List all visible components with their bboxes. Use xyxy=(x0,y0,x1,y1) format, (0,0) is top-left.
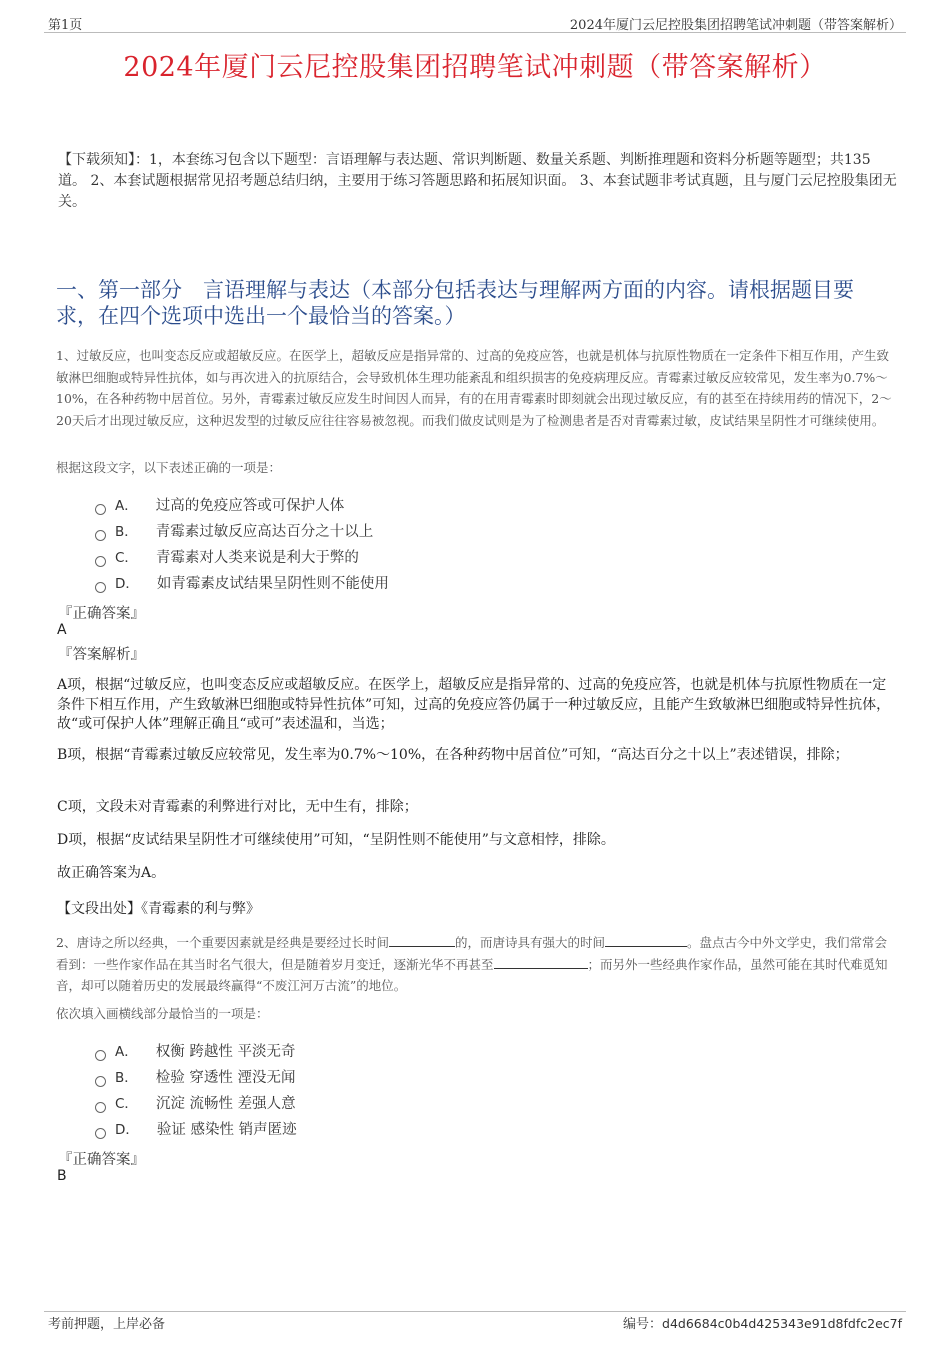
fill-blank xyxy=(494,955,588,969)
option-letter: B． xyxy=(115,1070,138,1086)
option-text: 权衡 跨越性 平淡无奇 xyxy=(155,1044,296,1060)
option-text: 青霉素过敏反应高达百分之十以上 xyxy=(155,524,374,540)
question-1-prompt: 根据这段文字，以下表述正确的一项是： xyxy=(56,460,282,475)
analysis-label: 『答案解析』 xyxy=(58,647,145,663)
option-letter: D． xyxy=(115,1122,139,1138)
running-title: 2024年厦门云尼控股集团招聘笔试冲刺题（带答案解析） xyxy=(569,18,902,33)
id-code: d4d6684c0b4d425343e91d8fdfc2ec7f xyxy=(662,1316,902,1331)
option-text: 检验 穿透性 湮没无闻 xyxy=(155,1070,296,1086)
header-divider xyxy=(44,32,906,33)
question-1-stem: 1、过敏反应，也叫变态反应或超敏反应。在医学上，超敏反应是指异常的、过高的免疫应答，也就是机体与抗原性物质在一定条件下相互作用，产生致敏淋巴细胞或特异性抗体，如与再次进入的抗原结合，会导致机体生理功能紊乱和组织损害的免疫病理反应。青霉素过敏反应较常见，发生率为0.7%～10%，在各种药物中居首位。另外，青霉素过敏反应发生时间因人而异，有的在用青霉素时即刻就会出现过敏反应，有的甚至在持续用药的情况下，2～20天后才出现过敏反应，这种迟发型的过敏反应往往容易被忽视。而我们做皮试则是为了检测患者是否对青霉素过敏，皮试结果呈阴性才可继续使用。 xyxy=(56,348,892,428)
document-title: 2024年厦门云尼控股集团招聘笔试冲刺题（带答案解析） xyxy=(123,52,827,83)
option-b[interactable] xyxy=(95,521,373,543)
option-letter: C． xyxy=(115,1096,138,1112)
option-letter: A． xyxy=(115,1044,138,1060)
radio-circle-icon[interactable] xyxy=(95,1102,106,1113)
option-text: 如青霉素皮试结果呈阴性则不能使用 xyxy=(156,576,389,592)
radio-circle-icon[interactable] xyxy=(95,1076,106,1087)
analysis-a: A项，根据“过敏反应，也叫变态反应或超敏反应。在医学上，超敏反应是指异常的、过高的免疫应答，也就是机体与抗原性物质在一定条件下相互作用，产生致敏淋巴细胞或特异性抗体”可知，过高的免疫应答仍属于一种过敏反应，且能产生致敏淋巴细胞或特异性抗体，故“或可保护人体”理解正确且“或可”表述温和，当选； xyxy=(57,677,891,732)
radio-circle-icon[interactable] xyxy=(95,1128,106,1139)
answer-label: 『正确答案』 xyxy=(58,606,145,622)
fill-blank xyxy=(605,933,687,947)
option-letter: D． xyxy=(115,576,139,592)
answer-label: 『正确答案』 xyxy=(58,1152,145,1168)
analysis-d: D项，根据“皮试结果呈阴性才可继续使用”可知，“呈阴性则不能使用”与文意相悖，排除。 xyxy=(57,832,615,848)
option-c[interactable] xyxy=(95,1093,296,1115)
stem-part: 的，而唐诗具有强大的时间 xyxy=(454,935,605,950)
footer-divider xyxy=(44,1311,906,1312)
radio-circle-icon[interactable] xyxy=(95,1050,106,1061)
stem-part: 2、唐诗之所以经典，一个重要因素就是经典是要经过长时间 xyxy=(56,935,389,950)
text-source: 【文段出处】《青霉素的利与弊》 xyxy=(57,901,260,917)
option-b[interactable] xyxy=(95,1067,295,1089)
option-letter: C． xyxy=(115,550,138,566)
section-heading: 一、第一部分 言语理解与表达（本部分包括表达与理解两方面的内容。请根据题目要求，在四个选项中选出一个最恰当的答案。） xyxy=(56,278,854,328)
correct-answer: B xyxy=(57,1168,67,1184)
option-letter: B． xyxy=(115,524,138,540)
radio-circle-icon[interactable] xyxy=(95,530,106,541)
option-letter: A． xyxy=(115,498,138,514)
question-2-stem xyxy=(56,932,894,997)
radio-circle-icon[interactable] xyxy=(95,504,106,515)
page-number: 第1页 xyxy=(48,18,83,33)
document-id xyxy=(623,1313,902,1332)
option-d[interactable] xyxy=(95,573,389,595)
option-d[interactable] xyxy=(95,1119,297,1141)
option-c[interactable] xyxy=(95,547,359,569)
radio-circle-icon[interactable] xyxy=(95,582,106,593)
footer-slogan: 考前押题，上岸必备 xyxy=(48,1317,166,1332)
correct-answer: A xyxy=(57,622,67,638)
option-a[interactable] xyxy=(95,495,344,517)
option-text: 青霉素对人类来说是利大于弊的 xyxy=(155,550,359,566)
analysis-b: B项，根据“青霉素过敏反应较常见，发生率为0.7%～10%，在各种药物中居首位”可知，“高达百分之十以上”表述错误，排除； xyxy=(57,747,849,763)
radio-circle-icon[interactable] xyxy=(95,556,106,567)
stem-part: 。盘点古今中外文学史，我们常常会看到：一些作家作品在其当时名气很大，但是随着岁月变迁，逐渐光华不再甚至 xyxy=(56,935,887,972)
option-a[interactable] xyxy=(95,1041,295,1063)
download-notice: 【下载须知】：1，本套练习包含以下题型：言语理解与表达题、常识判断题、数量关系题、判断推理题和资料分析题等题型；共135道。 2、本套试题根据常见招考题总结归纳，主要用于练习答题思路和拓展知识面。 3、本套试题非考试真题，且与厦门云尼控股集团无关。 xyxy=(58,152,897,210)
analysis-conclusion: 故正确答案为A。 xyxy=(57,865,166,881)
id-label: 编号： xyxy=(623,1317,663,1332)
analysis-c: C项，文段未对青霉素的利弊进行对比，无中生有，排除； xyxy=(57,799,418,815)
question-2-prompt: 依次填入画横线部分最恰当的一项是： xyxy=(56,1006,269,1021)
option-text: 过高的免疫应答或可保护人体 xyxy=(155,498,345,514)
option-text: 验证 感染性 销声匿迹 xyxy=(156,1122,297,1138)
option-text: 沉淀 流畅性 差强人意 xyxy=(155,1096,296,1112)
stem-part: ；而另外一些经典作家作品，虽然可能在其时代难觅知音，却可以随着历史的发展最终赢得“不废江河万古流”的地位。 xyxy=(56,956,888,993)
fill-blank xyxy=(389,933,455,947)
